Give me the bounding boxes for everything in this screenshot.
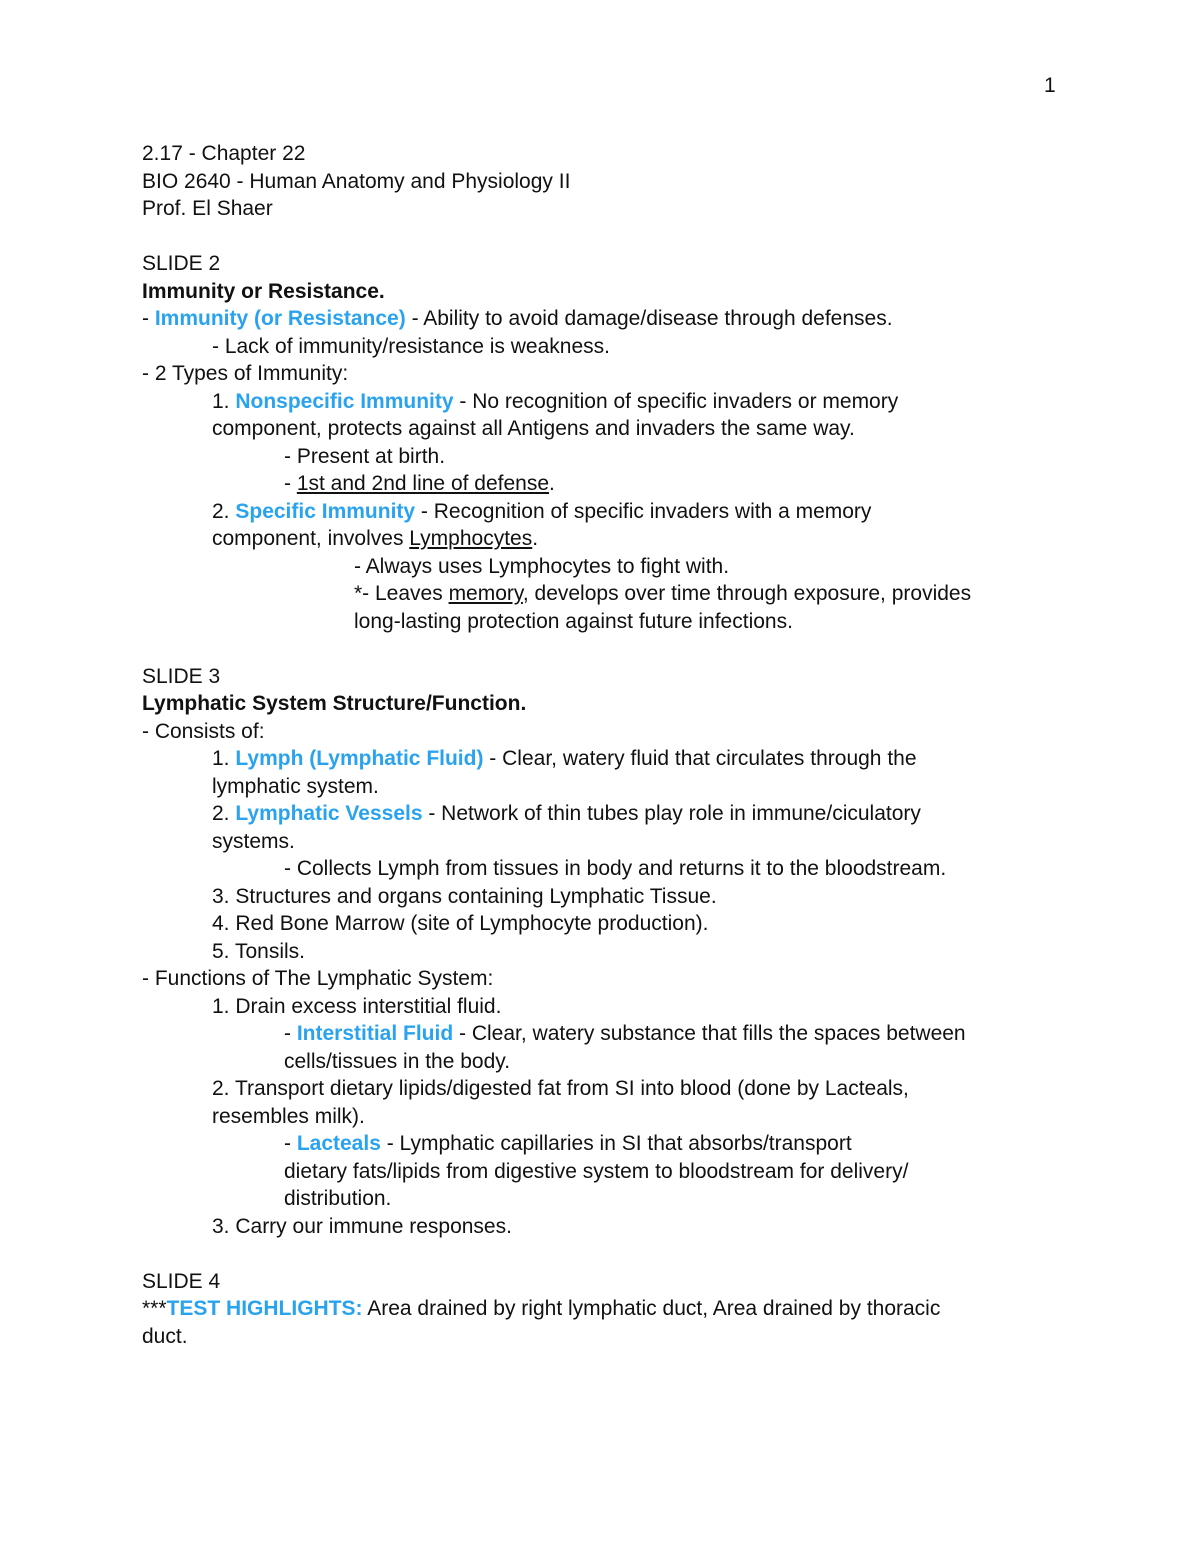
slide3-line-vessels: 2. Lymphatic Vessels - Network of thin tubes play role in immune/ciculatory [212,802,921,825]
slide3-line-lacteals: - Lacteals - Lymphatic capillaries in SI that absorbs/transport [284,1132,852,1155]
slide3-line-lacteals-cont2: distribution. [284,1187,392,1210]
slide3-line-lymph: 1. Lymph (Lymphatic Fluid) - Clear, watery fluid that circulates through the [212,747,917,770]
page-number: 1 [1044,74,1056,97]
spacer [142,223,1072,251]
term-nonspecific-immunity: Nonspecific Immunity [235,389,454,413]
header-course: BIO 2640 - Human Anatomy and Physiology II [142,169,571,193]
slide2-line-immunity: - Immunity (or Resistance) - Ability to avoid damage/disease through defenses. [142,307,893,330]
slide2-line-nonspecific-cont: component, protects against all Antigens and invaders the same way. [212,417,855,440]
slide3-line-collects: - Collects Lymph from tissues in body and returns it to the bloodstream. [284,857,947,880]
header-professor: Prof. El Shaer [142,197,273,220]
slide2-line-types: - 2 Types of Immunity: [142,362,349,385]
term-interstitial-fluid: Interstitial Fluid [296,1022,454,1045]
term-lymphatic-vessels: Lymphatic Vessels [235,802,423,825]
term-lacteals: Lacteals [296,1132,381,1155]
term-lymph: Lymph (Lymphatic Fluid) [235,747,484,770]
slide3-line-lymph-cont: lymphatic system. [212,774,379,798]
slide3-line-immune: 3. Carry our immune responses. [212,1214,512,1238]
slide2-line-specific-cont: component, involves Lymphocytes. [212,527,539,550]
notes-body [142,140,1072,1350]
slide2-line-nonspecific: 1. Nonspecific Immunity - No recognition of specific invaders or memory [212,389,899,413]
slide2-heading: Immunity or Resistance. [142,279,385,303]
underlined-memory: memory [448,582,523,605]
slide3-line-transport: 2. Transport dietary lipids/digested fat from SI into blood (done by Lacteals, [212,1077,909,1100]
term-specific-immunity: Specific Immunity [235,499,416,523]
slide3-line-functions: - Functions of The Lymphatic System: [142,967,494,990]
spacer [142,1240,1072,1268]
slide3-line-structures: 3. Structures and organs containing Lymphatic Tissue. [212,884,717,908]
slide2-line-protection: long-lasting protection against future infections. [354,609,793,633]
slide3-line-interstitial: - Interstitial Fluid - Clear, watery substance that fills the spaces between [284,1022,966,1045]
slide3-line-drain: 1. Drain excess interstitial fluid. [212,994,502,1018]
term-immunity: Immunity (or Resistance) [154,307,406,330]
header-date-chapter: 2.17 - Chapter 22 [142,142,306,165]
underlined-defense: 1st and 2nd line of defense [296,472,550,495]
slide2-line-memory: *- Leaves memory, develops over time through exposure, provides [354,582,972,605]
slide4-line-highlights: ***TEST HIGHLIGHTS: Area drained by right lymphatic duct, Area drained by thoracic [142,1297,941,1320]
slide3-line-consists: - Consists of: [142,719,265,743]
term-test-highlights: TEST HIGHLIGHTS: [166,1297,363,1320]
slide2-line-defense: - 1st and 2nd line of defense. [284,472,555,495]
slide3-line-interstitial-cont: cells/tissues in the body. [284,1049,511,1073]
slide3-line-tonsils: 5. Tonsils. [212,939,305,963]
slide2-line-specific: 2. Specific Immunity - Recognition of specific invaders with a memory [212,499,872,523]
slide2-line-weakness: - Lack of immunity/resistance is weakness. [212,334,610,358]
slide3-line-transport-cont: resembles milk). [212,1104,365,1128]
slide3-label: SLIDE 3 [142,664,221,688]
slide2-line-always: - Always uses Lymphocytes to fight with. [354,554,730,578]
slide3-line-marrow: 4. Red Bone Marrow (site of Lymphocyte production). [212,912,709,935]
slide4-label: SLIDE 4 [142,1269,221,1293]
slide4-line-highlights-cont: duct. [142,1324,188,1348]
slide3-line-vessels-cont: systems. [212,829,295,853]
slide2-label: SLIDE 2 [142,252,221,275]
slide2-line-birth: - Present at birth. [284,444,446,468]
spacer [142,635,1072,663]
slide3-line-lacteals-cont: dietary fats/lipids from digestive system to bloodstream for delivery/ [284,1159,909,1183]
slide3-heading: Lymphatic System Structure/Function. [142,692,527,715]
underlined-lymphocytes: Lymphocytes [409,527,533,550]
